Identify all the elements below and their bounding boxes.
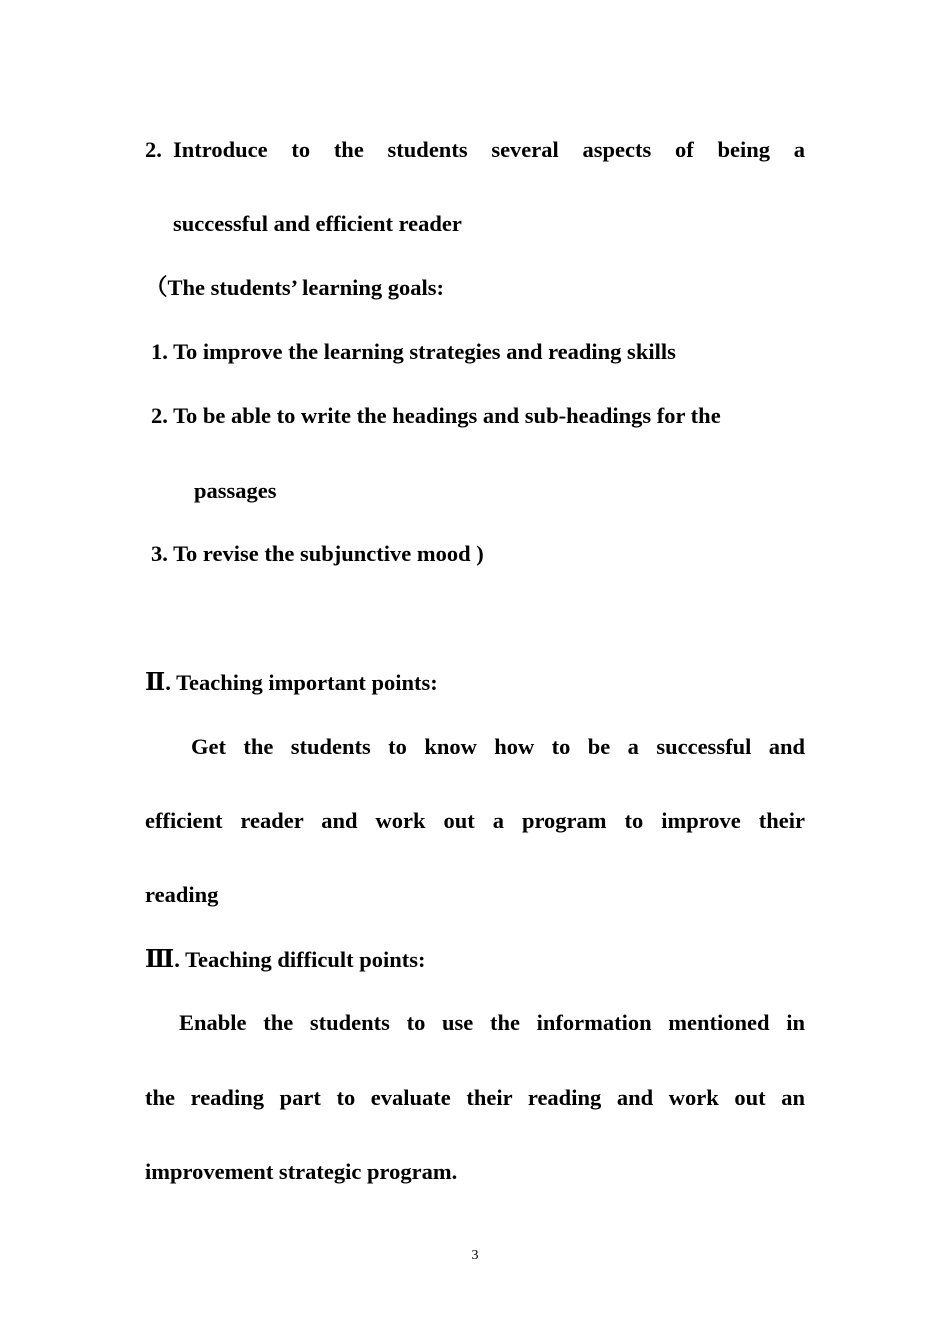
important-points-heading [145,667,438,698]
difficult-points-heading-text: . Teaching difficult points: [174,947,426,972]
important-points-line-1: Get the students to know how to be a successful and [191,734,805,759]
aim-2-line-2: successful and efficient reader [173,211,462,236]
learning-goal-1: 1. To improve the learning strategies and reading skills [151,339,676,364]
learning-goal-2-line-1: 2. To be able to write the headings and sub-headings for the [151,403,721,428]
aim-2-line-1: Introduce to the students several aspects of being a [173,137,805,162]
page-number: 3 [471,1248,479,1263]
aim-2-number: 2. [145,137,162,162]
important-points-heading-text: . Teaching important points: [165,670,438,695]
important-points-line-2: efficient reader and work out a program to improve their [145,808,805,833]
learning-goals-header: （The students’ learning goals: [145,275,444,300]
difficult-points-heading [145,944,426,975]
important-points-line-3: reading [145,882,219,907]
learning-goal-3: 3. To revise the subjunctive mood ) [151,541,484,566]
learning-goal-2-line-2: passages [194,478,277,503]
roman-numeral-two: Ⅱ [145,667,166,696]
difficult-points-line-3: improvement strategic program. [145,1159,458,1184]
difficult-points-line-2: the reading part to evaluate their reading and work out an [145,1085,805,1110]
roman-numeral-three: Ⅲ [145,944,175,973]
difficult-points-line-1: Enable the students to use the information mentioned in [179,1010,805,1035]
